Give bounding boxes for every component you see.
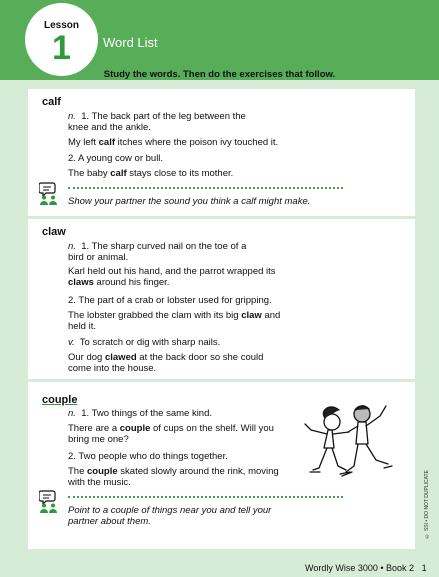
definition-line: knee and the ankle. bbox=[68, 122, 151, 133]
page-title: Word List bbox=[103, 35, 158, 50]
example-line: There are a couple of cups on the shelf. Will you bbox=[68, 423, 274, 434]
instructions: Study the words. Then do the exercises that follow. bbox=[103, 69, 336, 80]
definition-line: n. 1. The sharp curved nail on the toe of a bbox=[68, 241, 247, 252]
example-line: My left calf itches where the poison ivy touched it. bbox=[68, 137, 279, 148]
definition-line: 2. The part of a crab or lobster used for gripping. bbox=[68, 295, 272, 306]
example-line: Our dog clawed at the back door so she could bbox=[68, 352, 264, 363]
entry-card-calf bbox=[28, 89, 415, 216]
book-title: Wordly Wise 3000 • Book 2 bbox=[305, 563, 415, 573]
definition-line: v. To scratch or dig with sharp nails. bbox=[68, 337, 221, 348]
activity-text: Show your partner the sound you think a calf might make. bbox=[68, 196, 311, 207]
skating-couple-illustration bbox=[292, 382, 400, 494]
example-line: The baby calf stays close to its mother. bbox=[68, 168, 234, 179]
activity-divider bbox=[68, 496, 343, 498]
copyright-note: © SSI • DO NOT DUPLICATE bbox=[424, 470, 430, 539]
lesson-label: Lesson bbox=[43, 20, 79, 31]
definition-line: bird or animal. bbox=[68, 252, 129, 263]
entry-card-claw bbox=[28, 219, 415, 379]
example-line: with the music. bbox=[68, 477, 131, 488]
lesson-badge bbox=[25, 3, 98, 76]
activity-divider bbox=[68, 187, 343, 189]
definition-line: n. 1. Two things of the same kind. bbox=[68, 408, 213, 419]
activity-text: partner about them. bbox=[68, 516, 151, 527]
definition-line: 2. A young cow or bull. bbox=[68, 153, 164, 164]
example-line: claws around his finger. bbox=[68, 277, 170, 288]
lesson-number: 1 bbox=[52, 29, 71, 67]
partner-talk-icon bbox=[39, 182, 61, 206]
entry-word: couple bbox=[42, 394, 78, 406]
example-line: come into the house. bbox=[68, 363, 157, 374]
example-line: held it. bbox=[68, 321, 96, 332]
definition-line: n. 1. The back part of the leg between the bbox=[68, 111, 246, 122]
entry-word: calf bbox=[42, 96, 61, 108]
example-line: The couple skated slowly around the rink, moving bbox=[68, 466, 279, 477]
partner-talk-icon bbox=[39, 490, 61, 514]
example-line: Karl held out his hand, and the parrot wrapped its bbox=[68, 266, 276, 277]
definition-line: 2. Two people who do things together. bbox=[68, 451, 228, 462]
activity-text: Point to a couple of things near you and tell your bbox=[68, 505, 272, 516]
entry-word: claw bbox=[42, 226, 66, 238]
page-number: 1 bbox=[421, 563, 427, 573]
example-line: bring me one? bbox=[68, 434, 129, 445]
example-line: The lobster grabbed the clam with its big claw and bbox=[68, 310, 281, 321]
page-footer bbox=[305, 563, 427, 573]
